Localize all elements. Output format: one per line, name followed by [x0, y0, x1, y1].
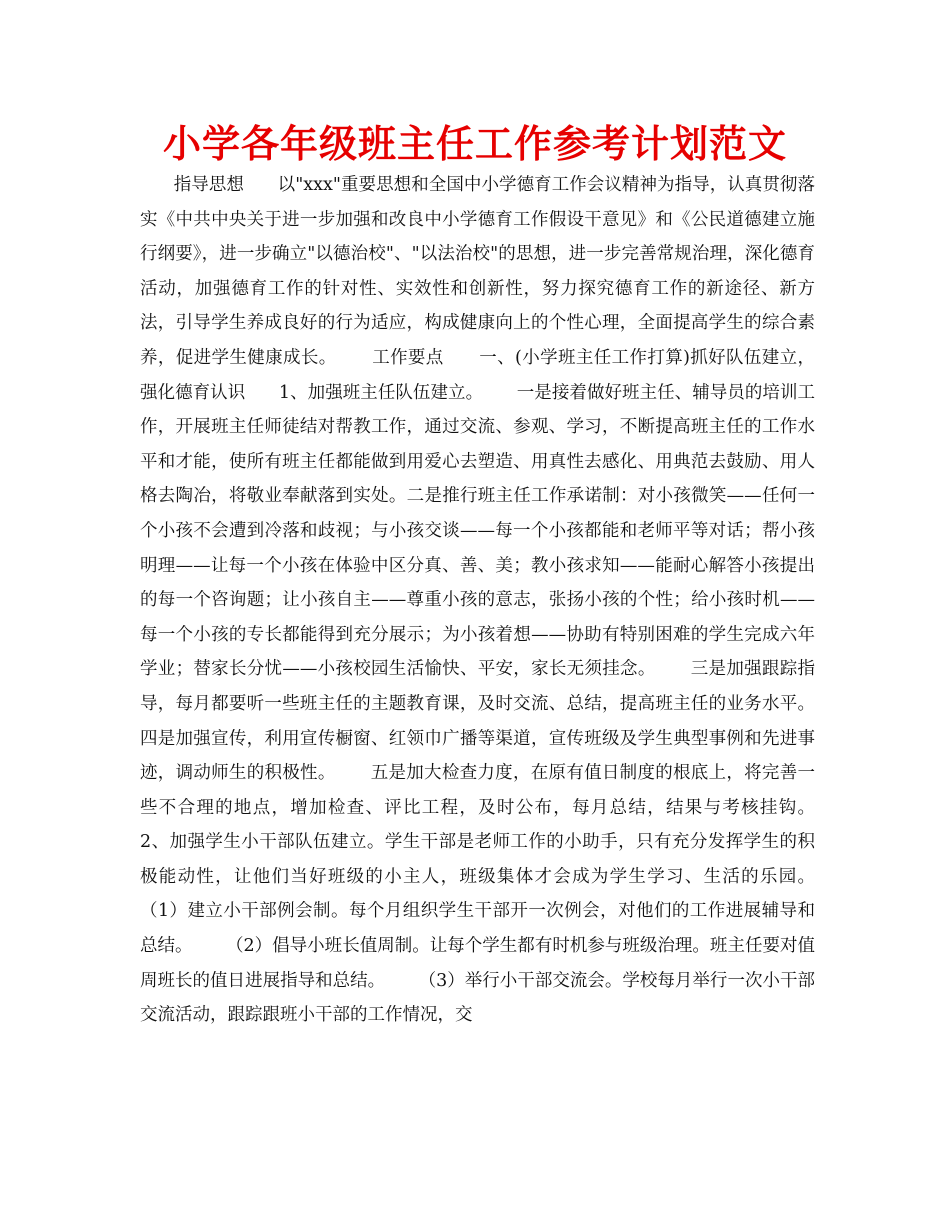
document-title: 小学各年级班主任工作参考计划范文	[162, 121, 787, 166]
document-body: 指导思想 以"xxx"重要思想和全国中小学德育工作会议精神为指导，认真贯彻落实《中共中央关于进一步加强和改良中小学德育工作假设干意见》和《公民道德建立施行纲要》，进一步确立"以德治校"、"以法治校"的思想，进一步完善常规治理，深化德育活动，加强德育工作的针对性、实效性和创新性，努力探究德育工作的新途径、新方法，引导学生养成良好的行为适应，构成健康向上的个性心理，全面提高学生的综合素养，促进学生健康成长。 工作要点 一、(小学班主任工作打算)抓好队伍建立，强化德育认识 1、加强班主任队伍建立。 一是接着做好班主任、辅导员的培训工作，开展班主任师徒结对帮教工作，通过交流、参观、学习，不断提高班主任的工作水平和才能，使所有班主任都能做到用爱心去塑造、用真性去感化、用典范去鼓励、用人格去陶冶，将敬业奉献落到实处。二是推行班主任工作承诺制：对小孩微笑——任何一个小孩不会遭到冷落和歧视；与小孩交谈——每一个小孩都能和老师平等对话；帮小孩明理——让每一个小孩在体验中区分真、善、美；教小孩求知——能耐心解答小孩提出的每一个咨询题；让小孩自主——尊重小孩的意志，张扬小孩的个性；给小孩时机——每一个小孩的专长都能得到充分展示；为小孩着想——协助有特别困难的学生完成六年学业；替家长分忧——小孩校园生活愉快、平安，家长无须挂念。 三是加强跟踪指导，每月都要听一些班主任的主题教育课，及时交流、总结，提高班主任的业务水平。四是加强宣传，利用宣传橱窗、红领巾广播等渠道，宣传班级及学生典型事例和先进事迹，调动师生的积极性。 五是加大检查力度，在原有值日制度的根底上，将完善一些不合理的地点，增加检查、评比工程，及时公布，每月总结，结果与考核挂钩。 2、加强学生小干部队伍建立。学生干部是老师工作的小助手，只有充分发挥学生的积极能动性，让他们当好班级的小主人，班级集体才会成为学生学习、生活的乐园。 （1）建立小干部例会制。每个月组织学生干部开一次例会，对他们的工作进展辅导和总结。 （2）倡导小班长值周制。让每个学生都有时机参与班级治理。班主任要对值周班长的值日进展指导和总结。 （3）举行小干部交流会。学校每月举行一次小干部交流活动，跟踪跟班小干部的工作情况，交	[140, 175, 849, 1026]
